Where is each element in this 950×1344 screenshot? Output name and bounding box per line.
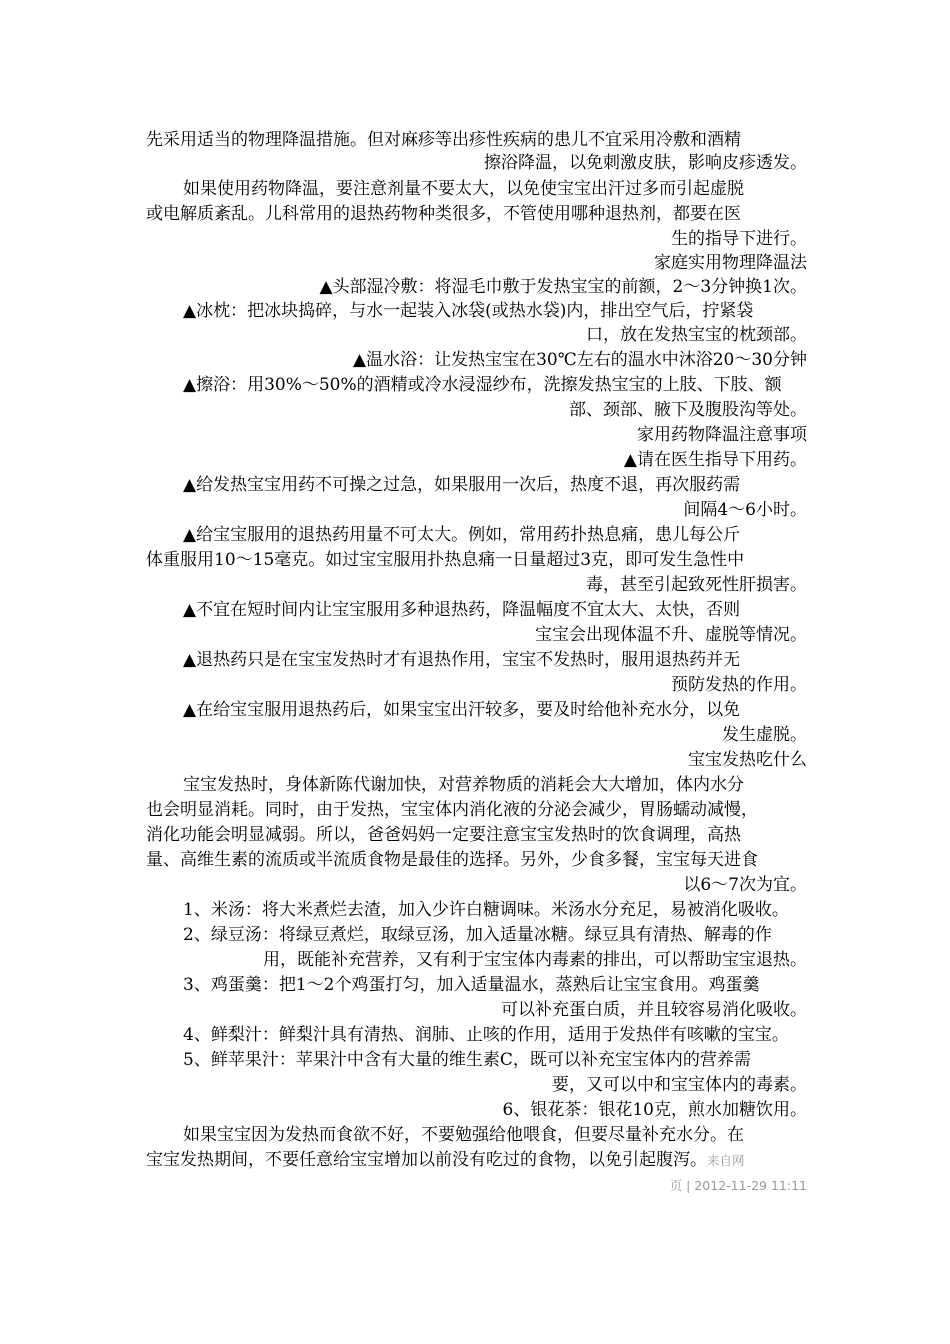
text-line: ▲不宜在短时间内让宝宝服用多种退热药，降温幅度不宜太大、太快，否则 [183, 600, 741, 620]
text-line: 可以补充蛋白质，并且较容易消化吸收。 [501, 1000, 807, 1020]
text-line: ▲冰枕：把冰块捣碎，与水一起装入冰袋(或热水袋)内，排出空气后，拧紧袋 [183, 301, 754, 321]
text-line: ▲擦浴：用30%～50%的酒精或冷水浸湿纱布，洗擦发热宝宝的上肢、下肢、额 [183, 375, 782, 395]
text-line-body: 宝宝发热期间，不要任意给宝宝增加以前没有吃过的食物，以免引起腹泻。 [146, 1150, 707, 1170]
text-line: 先采用适当的物理降温措施。但对麻疹等出疹性疾病的患儿不宜采用冷敷和酒精 [146, 130, 741, 150]
text-line: 量、高维生素的流质或半流质食物是最佳的选择。另外，少食多餐，宝宝每天进食 [146, 850, 758, 870]
text-line [146, 1148, 745, 1174]
text-line: ▲给宝宝服用的退热药用量不可太大。例如，常用药扑热息痛，患儿每公斤 [183, 525, 741, 545]
text-line: 间隔4～6小时。 [683, 500, 807, 520]
text-line: 要，又可以中和宝宝体内的毒素。 [552, 1075, 807, 1095]
text-line: ▲头部湿冷敷：将湿毛巾敷于发热宝宝的前额，2～3分钟换1次。 [319, 277, 807, 297]
text-line: 宝宝会出现体温不升、虚脱等情况。 [535, 625, 807, 645]
section-heading: 宝宝发热吃什么 [688, 750, 807, 770]
text-line: 或电解质紊乱。儿科常用的退热药物种类很多，不管使用哪种退热剂，都要在医 [146, 204, 741, 224]
section-heading: 家庭实用物理降温法 [654, 253, 807, 273]
text-line: 4、鲜梨汁：鲜梨汁具有清热、润肺、止咳的作用，适用于发热伴有咳嗽的宝宝。 [183, 1025, 789, 1045]
text-line: 5、鲜苹果汁：苹果汁中含有大量的维生素C，既可以补充宝宝体内的营养需 [183, 1050, 751, 1070]
text-line: 发生虚脱。 [722, 725, 807, 745]
text-line: ▲给发热宝宝用药不可操之过急，如果服用一次后，热度不退，再次服药需 [183, 475, 741, 495]
text-line: ▲请在医生指导下用药。 [623, 450, 807, 470]
text-line: 也会明显消耗。同时，由于发热，宝宝体内消化液的分泌会减少，胃肠蠕动减慢， [146, 800, 758, 820]
section-heading: 家用药物降温注意事项 [637, 425, 807, 445]
source-tag: 来自网 [707, 1153, 745, 1168]
text-line: ▲在给宝宝服用退热药后，如果宝宝出汗较多，要及时给他补充水分，以免 [183, 700, 741, 720]
text-line: 口，放在发热宝宝的枕颈部。 [586, 325, 807, 345]
text-line: 用，既能补充营养，又有利于宝宝体内毒素的排出，可以帮助宝宝退热。 [263, 950, 807, 970]
text-line: 擦浴降温，以免刺激皮肤，影响皮疹透发。 [484, 153, 807, 173]
text-line: 部、颈部、腋下及腹股沟等处。 [569, 400, 807, 420]
text-line: 如果宝宝因为发热而食欲不好，不要勉强给他喂食，但要尽量补充水分。在 [183, 1125, 744, 1145]
text-line: ▲温水浴：让发热宝宝在30℃左右的温水中沐浴20～30分钟 [353, 350, 807, 370]
text-line: 毒，甚至引起致死性肝损害。 [586, 575, 807, 595]
text-line: 消化功能会明显减弱。所以，爸爸妈妈一定要注意宝宝发热时的饮食调理，高热 [146, 825, 741, 845]
text-line: 6、银花茶：银花10克，煎水加糖饮用。 [502, 1100, 807, 1120]
text-line: 宝宝发热时，身体新陈代谢加快，对营养物质的消耗会大大增加，体内水分 [183, 775, 744, 795]
text-line: 体重服用10～15毫克。如过宝宝服用扑热息痛一日量超过3克，即可发生急性中 [146, 550, 745, 570]
text-line: 预防发热的作用。 [671, 675, 807, 695]
text-line: 以6～7次为宜。 [683, 875, 807, 895]
text-line: 3、鸡蛋羹：把1～2个鸡蛋打匀，加入适量温水，蒸熟后让宝宝食用。鸡蛋羹 [183, 975, 760, 995]
text-line: 生的指导下进行。 [671, 229, 807, 249]
text-line: 2、绿豆汤：将绿豆煮烂，取绿豆汤，加入适量冰糖。绿豆具有清热、解毒的作 [183, 925, 772, 945]
text-line: 如果使用药物降温，要注意剂量不要太大，以免使宝宝出汗过多而引起虚脱 [183, 179, 744, 199]
text-line: 1、米汤：将大米煮烂去渣，加入少许白糖调味。米汤水分充足，易被消化吸收。 [183, 900, 789, 920]
text-line: ▲退热药只是在宝宝发热时才有退热作用，宝宝不发热时，服用退热药并无 [183, 650, 741, 670]
page-footer: 页 | 2012-11-29 11:11 [669, 1178, 807, 1193]
